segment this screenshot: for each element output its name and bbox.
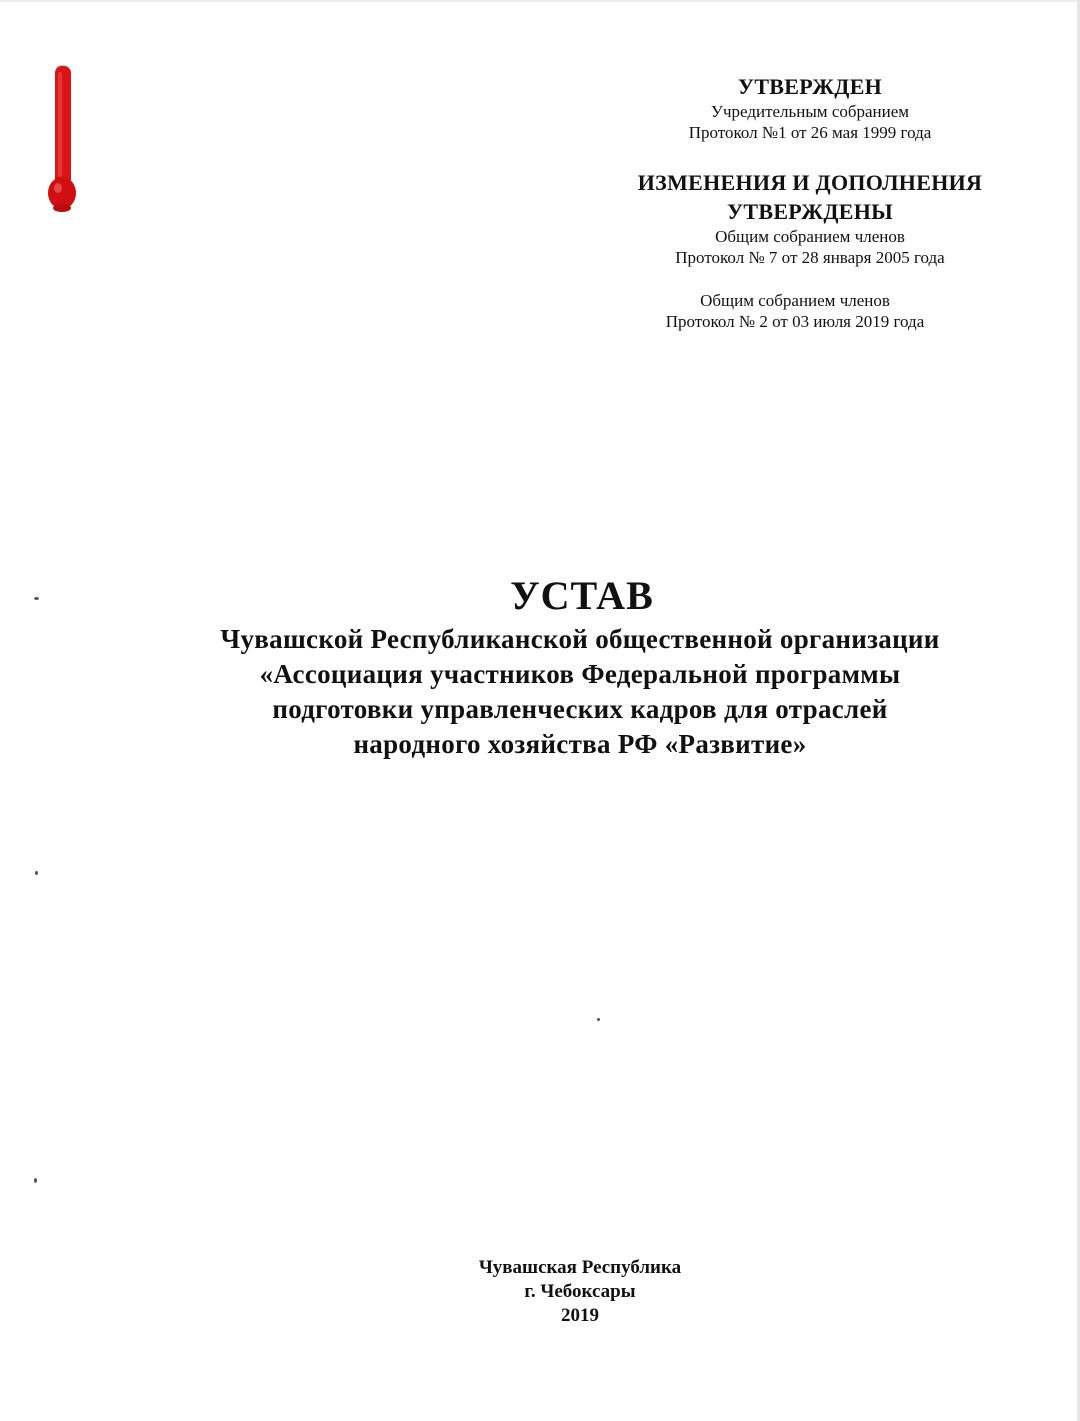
document-footer — [430, 1256, 730, 1328]
page-top-edge — [0, 0, 1080, 2]
binding-thread-icon — [40, 58, 80, 218]
changes-protocol-2: Протокол № 2 от 03 июля 2019 года — [665, 312, 925, 331]
approval-block-founding — [610, 72, 1010, 143]
footer-city: г. Чебоксары — [524, 1281, 636, 1302]
subtitle-line: Чувашской Республиканской общественной организации — [220, 624, 940, 654]
changes-heading-line-1: ИЗМЕНЕНИЯ И ДОПОЛНЕНИЯ — [637, 170, 983, 195]
approved-protocol: Протокол №1 от 26 мая 1999 года — [688, 123, 932, 142]
scan-speck — [597, 1018, 600, 1021]
approved-by: Учредительным собранием — [710, 102, 910, 121]
approved-heading: УТВЕРЖДЕН — [737, 74, 883, 99]
footer-year: 2019 — [561, 1305, 599, 1326]
changes-by-1: Общим собранием членов — [715, 227, 905, 246]
changes-protocol-1: Протокол № 7 от 28 января 2005 года — [675, 248, 945, 267]
scan-speck — [35, 871, 38, 875]
approval-block-changes — [590, 168, 1030, 268]
approval-block-changes-2019 — [590, 290, 1000, 332]
changes-heading-line-2: УТВЕРЖДЕНЫ — [726, 199, 894, 224]
scan-speck — [34, 1178, 37, 1183]
subtitle-line: народного хозяйства РФ «Развитие» — [353, 729, 807, 759]
subtitle-line: подготовки управленческих кадров для отраслей — [272, 694, 888, 724]
subtitle-line: «Ассоциация участников Федеральной программы — [259, 659, 901, 689]
scan-speck — [34, 597, 39, 600]
footer-region: Чувашская Республика — [478, 1257, 682, 1278]
changes-by-2: Общим собранием членов — [700, 291, 890, 310]
document-title: УСТАВ — [510, 573, 654, 618]
document-subtitle — [150, 622, 1010, 762]
